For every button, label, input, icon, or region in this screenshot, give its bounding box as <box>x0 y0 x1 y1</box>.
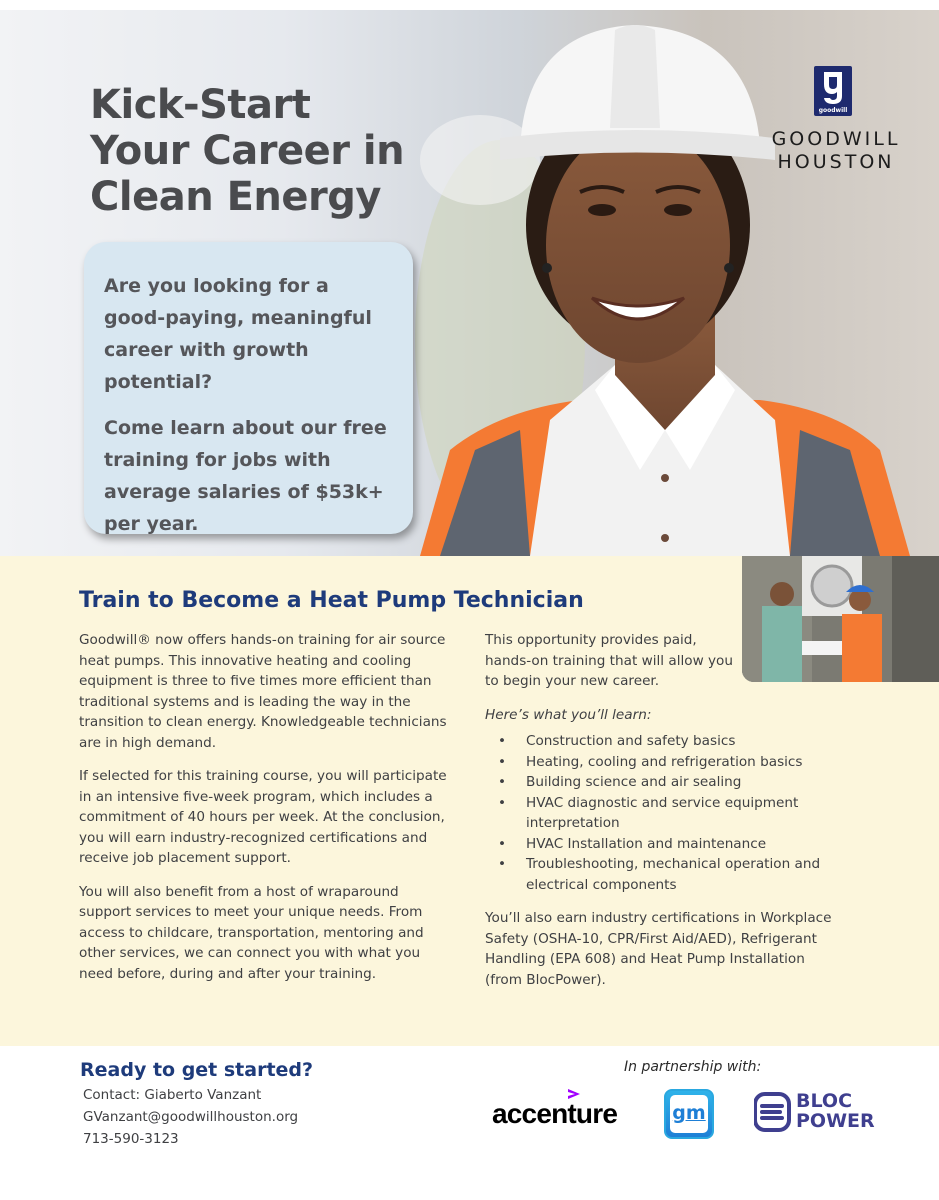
blocpower-mark-icon <box>754 1092 792 1132</box>
logo-line-goodwill: GOODWILL <box>771 128 901 150</box>
learn-heading: Here’s what you’ll learn: <box>485 706 652 723</box>
goodwill-smile-icon <box>814 66 852 116</box>
contact-phone[interactable]: 713-590-3123 <box>83 1131 179 1147</box>
paragraph-certifications: You’ll also earn industry certifications in Workplace Safety (OSHA-10, CPR/First Aid/AED), Refrigerant Handling (EPA 608) and Heat Pump Installation (from BlocPower). <box>485 910 832 988</box>
section-title: Train to Become a Heat Pump Technician <box>79 588 584 613</box>
contact-name: Contact: Giaberto Vanzant <box>83 1087 262 1103</box>
callout-box <box>84 242 413 534</box>
goodwill-houston-logo <box>766 66 906 176</box>
list-item: • HVAC diagnostic and service equipment interpretation <box>526 793 826 834</box>
accenture-wordmark: accenture <box>492 1098 618 1129</box>
callout-offer: Come learn about our free training for jobs with average salaries of $53k+ per year. <box>104 417 387 535</box>
headline-line-2: Your Career in <box>90 128 405 174</box>
logo-line-houston: HOUSTON <box>777 151 895 173</box>
list-item: • HVAC Installation and maintenance <box>526 834 845 855</box>
headline-line-1: Kick-Start <box>90 82 311 128</box>
paragraph-program: If selected for this training course, you will participate in an intensive five-week program, which includes a commitment of 40 hours per week. At the conclusion, you will earn industry-recognized certifications and receive job placement support. <box>79 768 447 866</box>
list-item: • Construction and safety basics <box>526 731 845 752</box>
headline-line-3: Clean Energy <box>90 174 381 220</box>
blocpower-line-1: BLOC <box>796 1090 853 1112</box>
list-item: • Troubleshooting, mechanical operation and electrical components <box>526 854 845 895</box>
blocpower-line-2: POWER <box>796 1110 875 1132</box>
hero-section <box>0 10 939 556</box>
gm-wordmark: gm <box>672 1102 706 1124</box>
callout-question: Are you looking for a good-paying, meaningful career with growth potential? <box>104 275 372 393</box>
learn-list <box>485 731 845 895</box>
logo-mark-text: goodwill <box>818 107 848 114</box>
gm-logo-inner <box>670 1095 708 1133</box>
blocpower-wordmark <box>796 1091 875 1131</box>
headline <box>90 82 404 220</box>
list-item: • Heating, cooling and refrigeration basics <box>526 752 845 773</box>
paragraph-support: You will also benefit from a host of wraparound support services to meet your unique needs. From access to childcare, transportation, mentoring and other services, we can connect you with what you need before, during and after your training. <box>79 883 424 982</box>
right-column <box>485 630 845 1003</box>
list-item: • Building science and air sealing <box>526 772 845 793</box>
contact-email[interactable]: GVanzant@goodwillhouston.org <box>83 1109 299 1125</box>
gm-logo <box>664 1089 714 1139</box>
paragraph-opportunity: This opportunity provides paid, hands-on training that will allow you to begin your new career. <box>485 632 733 689</box>
contact-block <box>83 1084 298 1150</box>
blocpower-logo <box>754 1091 886 1133</box>
left-column <box>79 630 451 997</box>
accenture-logo <box>492 1088 628 1132</box>
ready-heading: Ready to get started? <box>80 1059 314 1081</box>
paragraph-intro: Goodwill® now offers hands-on training for air source heat pumps. This innovative heating and cooling equipment is three to five times more efficient than traditional systems and is leading the way in the transition to clean energy. Knowledgeable technicians are in high demand. <box>79 632 447 751</box>
partnership-label: In partnership with: <box>624 1059 762 1075</box>
